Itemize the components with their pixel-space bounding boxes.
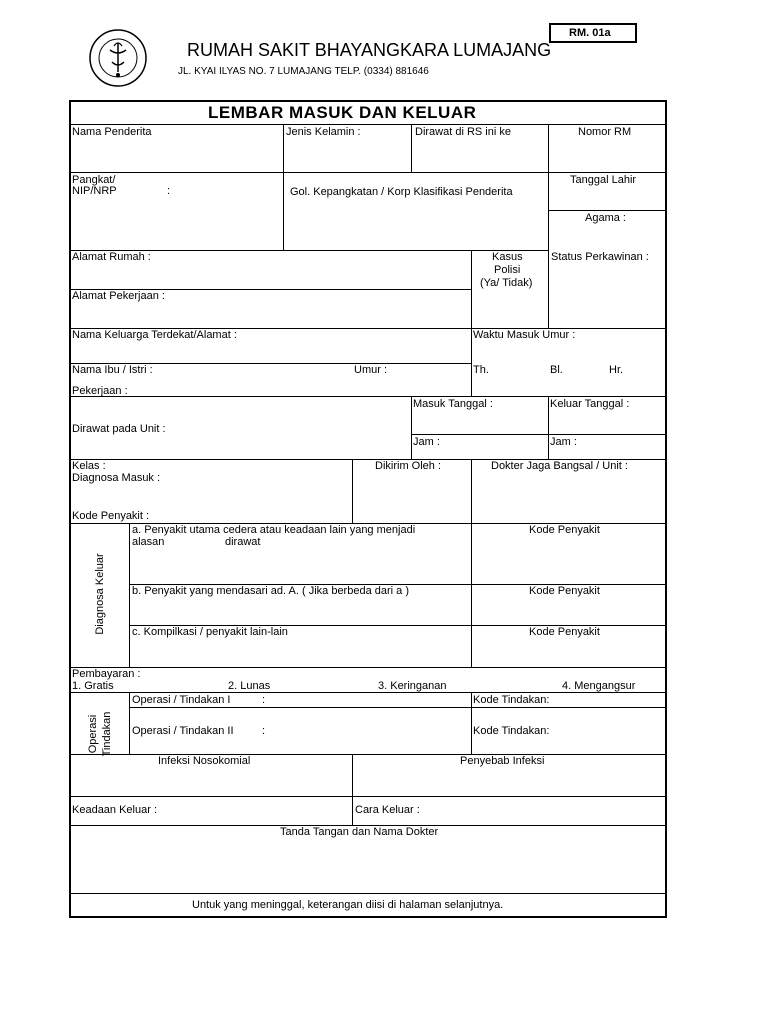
operasi-2-colon: :: [262, 725, 266, 737]
rm-code: RM. 01a: [569, 27, 611, 39]
label-kasus-3: (Ya/ Tidak): [480, 277, 533, 289]
divider: [129, 692, 130, 754]
label-status-perkawinan: Status Perkawinan :: [551, 251, 649, 263]
label-pangkat: Pangkat/: [72, 174, 116, 186]
label-kode-penyakit-c: Kode Penyakit: [529, 626, 600, 638]
label-cara-keluar: Cara Keluar :: [355, 804, 420, 816]
divider: [548, 210, 667, 211]
divider: [411, 396, 412, 459]
rm-code-box: [549, 23, 637, 43]
label-pekerjaan: Pekerjaan :: [72, 385, 128, 397]
label-keluar-tanggal: Keluar Tanggal :: [550, 398, 630, 410]
label-penyakit-a-2: alasan: [132, 536, 165, 548]
label-dirawat-pada-unit: Dirawat pada Unit :: [72, 423, 166, 435]
label-bl: Bl.: [550, 364, 563, 376]
payment-lunas: 2. Lunas: [228, 680, 271, 692]
label-tindakan: Tindakan: [101, 711, 113, 757]
label-dikirim-oleh: Dikirim Oleh :: [375, 460, 442, 472]
divider: [352, 754, 353, 825]
divider: [70, 796, 667, 797]
label-diagnosa-masuk: Diagnosa Masuk :: [72, 472, 161, 484]
divider: [471, 328, 472, 396]
label-penyakit-c: c. Kompilkasi / penyakit lain-lain: [132, 626, 288, 638]
form-title: LEMBAR MASUK DAN KELUAR: [208, 103, 477, 122]
label-kasus-2: Polisi: [494, 264, 521, 276]
payment-keringanan: 3. Keringanan: [378, 680, 447, 692]
divider: [411, 434, 667, 435]
label-agama: Agama :: [585, 212, 626, 224]
hospital-name: RUMAH SAKIT BHAYANGKARA LUMAJANG: [187, 40, 552, 60]
label-nama-ibu: Nama Ibu / Istri :: [72, 364, 153, 376]
divider: [283, 124, 284, 250]
label-operasi: Operasi: [87, 714, 99, 754]
label-keadaan-keluar: Keadaan Keluar :: [72, 804, 158, 816]
divider: [129, 523, 130, 667]
label-kode-penyakit-a: Kode Penyakit: [529, 524, 600, 536]
label-nomor-rm: Nomor RM: [578, 126, 632, 138]
label-th: Th.: [473, 364, 489, 376]
label-penyakit-b: b. Penyakit yang mendasari ad. A. ( Jika berbeda dari a ): [132, 585, 409, 597]
label-kode-penyakit-masuk: Kode Penyakit :: [72, 510, 150, 522]
operasi-1-colon: :: [262, 694, 266, 706]
label-pembayaran: Pembayaran :: [72, 668, 141, 680]
label-penyebab-infeksi: Penyebab Infeksi: [460, 755, 545, 767]
footer-note: Untuk yang meninggal, keterangan diisi di halaman selanjutnya.: [192, 899, 504, 911]
label-diagnosa-keluar: Diagnosa Keluar: [94, 553, 106, 635]
label-kelas: Kelas :: [72, 460, 106, 472]
divider: [471, 250, 472, 328]
divider: [411, 124, 412, 172]
divider: [70, 893, 667, 894]
divider: [70, 396, 667, 397]
hospital-logo: [88, 28, 148, 88]
label-masuk-tanggal: Masuk Tanggal :: [413, 398, 493, 410]
divider: [129, 707, 667, 708]
label-penyakit-a-1: a. Penyakit utama cedera atau keadaan lain yang menjadi: [132, 524, 416, 536]
label-kode-tindakan-2: Kode Tindakan:: [473, 725, 550, 737]
label-waktu-masuk-umur: Waktu Masuk Umur :: [473, 329, 576, 341]
label-nama-keluarga: Nama Keluarga Terdekat/Alamat :: [72, 329, 237, 341]
divider: [70, 692, 667, 693]
divider: [70, 667, 667, 668]
label-hr: Hr.: [609, 364, 624, 376]
label-infeksi-nosokomial: Infeksi Nosokomial: [158, 755, 251, 767]
divider: [352, 459, 353, 523]
label-umur: Umur :: [354, 364, 387, 376]
label-jam-keluar: Jam :: [550, 436, 577, 448]
payment-gratis: 1. Gratis: [72, 680, 114, 692]
label-operasi-1: Operasi / Tindakan I: [132, 694, 231, 706]
label-kasus-1: Kasus: [492, 251, 523, 263]
divider: [548, 396, 549, 459]
label-nip-nrp: NIP/NRP: [72, 185, 117, 197]
label-alamat-rumah: Alamat Rumah :: [72, 251, 151, 263]
label-kode-tindakan-1: Kode Tindakan:: [473, 694, 550, 706]
hospital-address: JL. KYAI ILYAS NO. 7 LUMAJANG TELP. (0334) 881646: [178, 66, 429, 77]
divider: [70, 172, 667, 173]
label-jam-masuk: Jam :: [413, 436, 440, 448]
label-tanggal-lahir: Tanggal Lahir: [570, 174, 637, 186]
label-nama-penderita: Nama Penderita: [72, 126, 152, 138]
label-jenis-kelamin: Jenis Kelamin :: [286, 126, 361, 138]
label-alamat-pekerjaan: Alamat Pekerjaan :: [72, 290, 165, 302]
divider: [471, 692, 472, 754]
label-dirawat-di-rs: Dirawat di RS ini ke: [415, 126, 511, 138]
label-tanda-tangan: Tanda Tangan dan Nama Dokter: [280, 826, 439, 838]
label-operasi-2: Operasi / Tindakan II: [132, 725, 234, 737]
divider: [70, 124, 667, 125]
nip-colon: :: [167, 185, 171, 197]
payment-mengangsur: 4. Mengangsur: [562, 680, 636, 692]
label-dokter-jaga: Dokter Jaga Bangsal / Unit :: [491, 460, 628, 472]
divider: [471, 459, 472, 667]
label-gol-kepangkatan: Gol. Kepangkatan / Korp Klasifikasi Penderita: [290, 186, 513, 198]
label-kode-penyakit-b: Kode Penyakit: [529, 585, 600, 597]
divider: [548, 124, 549, 328]
label-penyakit-a-3: dirawat: [225, 536, 261, 548]
